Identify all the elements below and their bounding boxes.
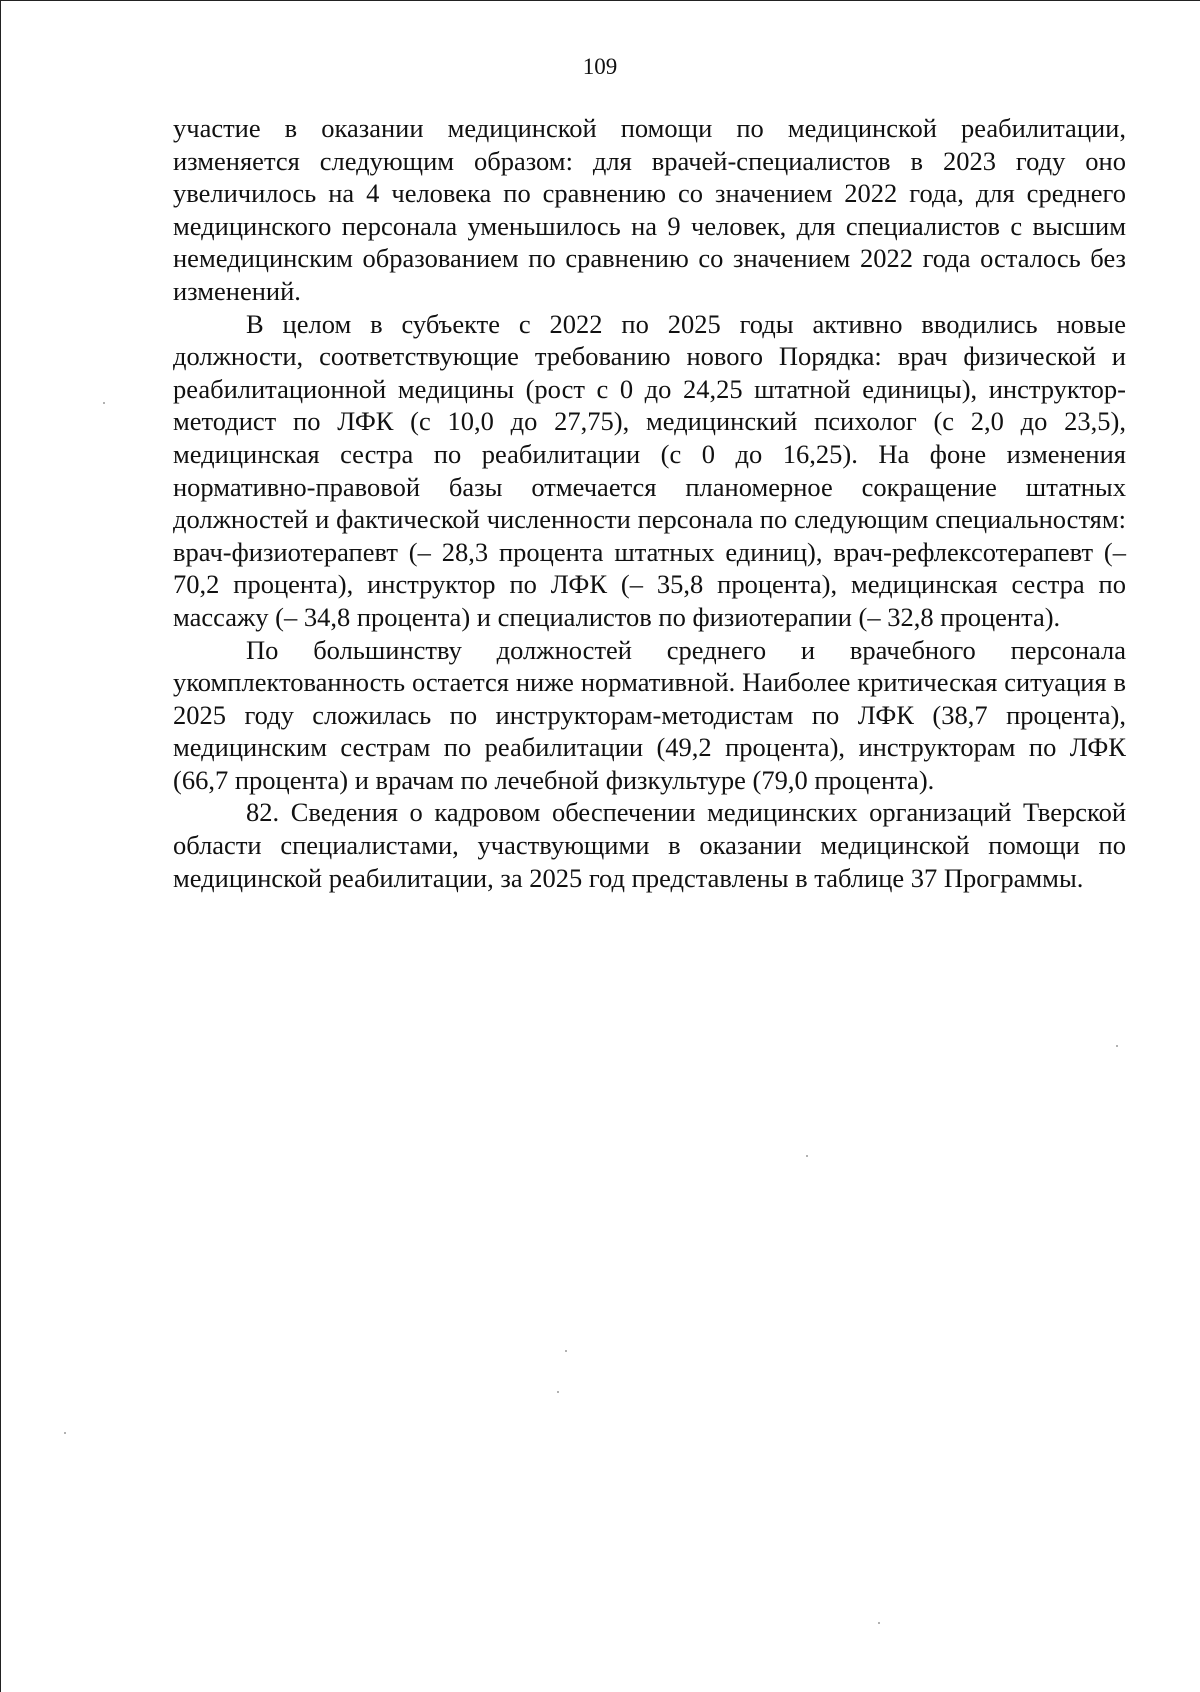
scan-edge-top [0,0,1200,1]
paragraph-continuation: участие в оказании медицинской помощи по медицинской реабилитации, изменяется следующим образом: для врачей-специалистов в 2023 году оно увеличилось на 4 человека по сравнению со значением 2022 года, для среднего медицинского персонала уменьшилось на 9 человек, для специалистов с высшим немедицинским образованием по сравнению со значением 2022 года осталось без изменений. [173,113,1126,306]
scan-speck [103,402,105,404]
page-number: 109 [582,54,618,79]
scan-speck [1116,1045,1118,1047]
scan-speck [565,1350,567,1352]
scan-speck [557,1391,559,1393]
paragraph-new-positions: В целом в субъекте с 2022 по 2025 годы активно вводились новые должности, соответствующие требованию нового Порядка: врач физической и реабилитационной медицины (рост с 0 до 24,25 штатной единицы), инструктор-методист по ЛФК (с 10,0 до 27,75), медицинский психолог (с 2,0 до 23,5), медицинская сестра по реабилитации (с 0 до 16,25). На фоне изменения нормативно-правовой базы отмечается планомерное сокращение штатных должностей и фактической численности персонала по следующим специальностям: врач-физиотерапевт (– 28,3 процента штатных единиц), врач-рефлексотерапевт (– 70,2 процента), инструктор по ЛФК (– 35,8 процента), медицинская сестра по массажу (– 34,8 процента) и специалистов по физиотерапии (– 32,8 процента). [173,308,1126,632]
scan-speck [878,1622,880,1624]
scan-speck [64,1432,66,1434]
body-text [173,112,1126,894]
paragraph-item-82: 82. Сведения о кадровом обеспечении медицинских организаций Тверской области специалистами, участвующими в оказании медицинской помощи по медицинской реабилитации, за 2025 год представлены в таблице 37 Программы. [173,797,1126,893]
paragraph-staffing-level: По большинству должностей среднего и врачебного персонала укомплектованность остается ниже нормативной. Наиболее критическая ситуация в 2025 году сложилась по инструкторам-методистам по ЛФК (38,7 процента), медицинским сестрам по реабилитации (49,2 процента), инструкторам по ЛФК (66,7 процента) и врачам по лечебной физкультуре (79,0 процента). [173,634,1126,795]
scan-edge-left [0,0,1,1692]
scan-speck [806,1155,808,1157]
